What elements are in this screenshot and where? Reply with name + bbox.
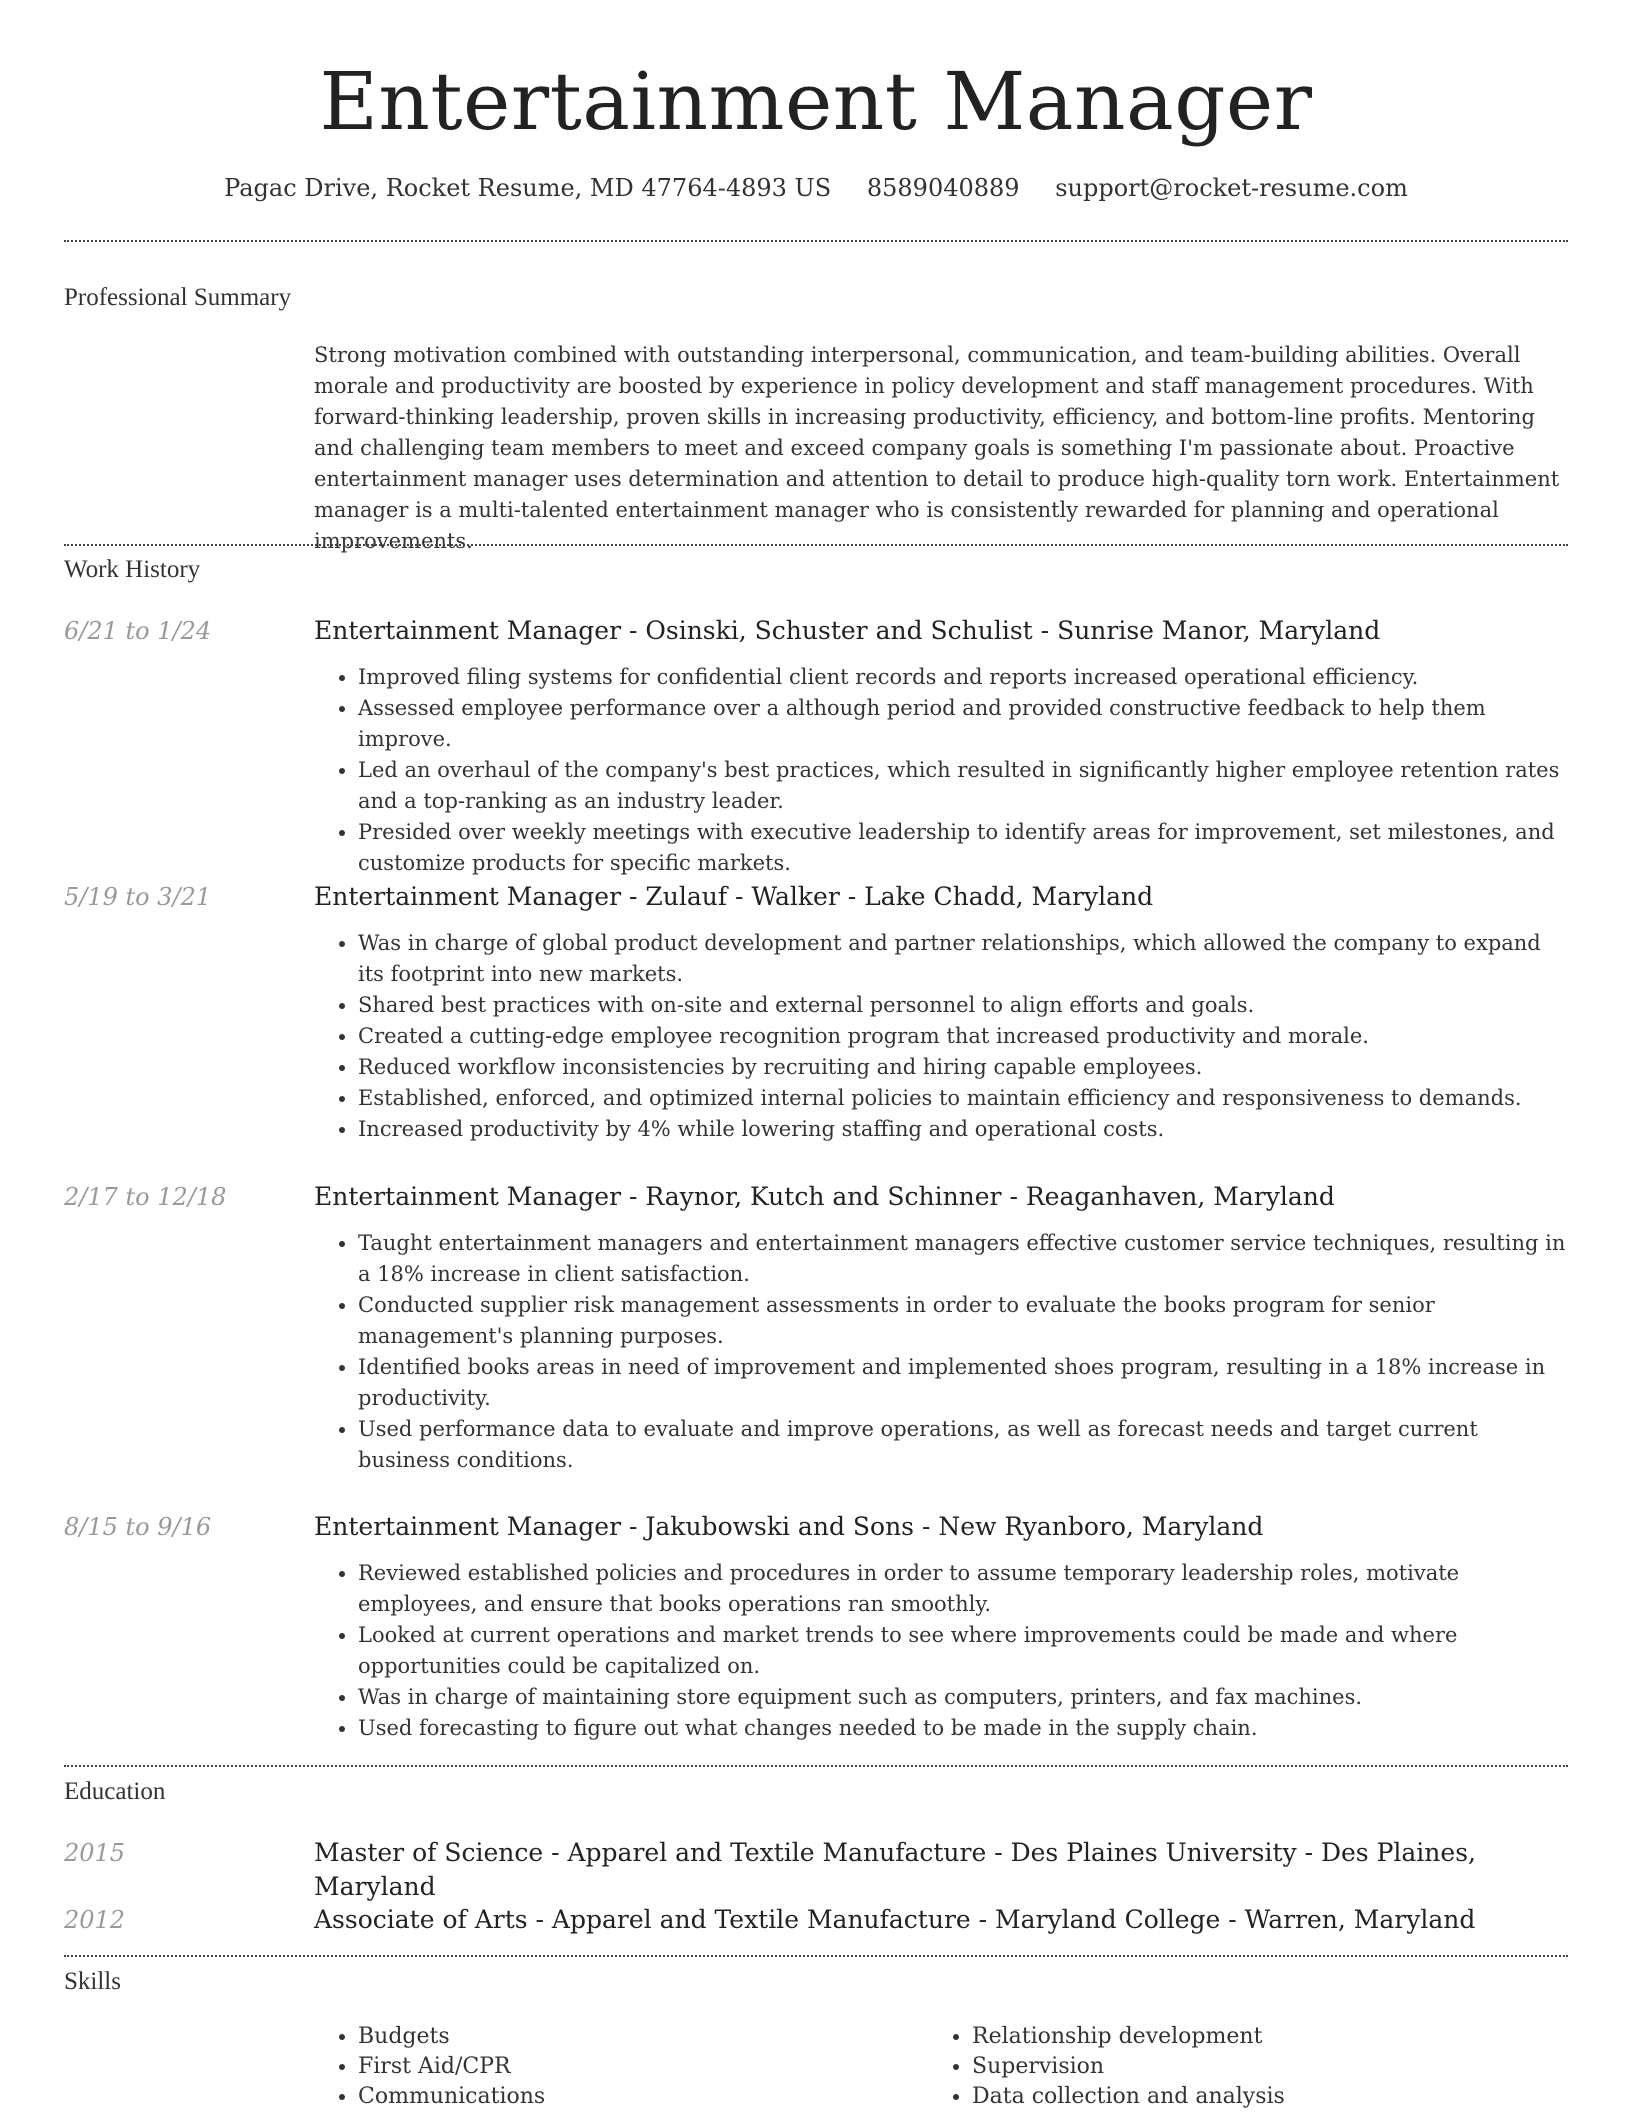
job-bullet: • Used performance data to evaluate and improve operations, as well as forecast needs and target current business conditions. <box>358 1414 1568 1476</box>
job-dates: 8/15 to 9/16 <box>64 1513 212 1541</box>
education-entry <box>64 1903 1568 1937</box>
job-title: Entertainment Manager - Raynor, Kutch and Schinner - Reaganhaven, Maryland <box>314 1182 1335 1211</box>
divider <box>64 544 1568 546</box>
job-bullet: • Established, enforced, and optimized internal policies to maintain efficiency and responsiveness to demands. <box>358 1083 1568 1114</box>
skill-item: • Budgets <box>358 2022 928 2052</box>
job-bullet: • Was in charge of maintaining store equipment such as computers, printers, and fax machines. <box>358 1682 1568 1713</box>
contact-email: support@rocket-resume.com <box>1055 174 1408 202</box>
contact-line <box>64 172 1568 204</box>
job-dates: 6/21 to 1/24 <box>64 617 212 645</box>
job-bullet: • Identified books areas in need of improvement and implemented shoes program, resulting in a 18% increase in productivity. <box>358 1352 1568 1414</box>
job-bullet: • Was in charge of global product development and partner relationships, which allowed the company to expand its footprint into new markets. <box>358 928 1568 990</box>
job-bullet: • Looked at current operations and market trends to see where improvements could be made and where opportunities could be capitalized on. <box>358 1620 1568 1682</box>
job-bullets <box>314 662 1568 879</box>
job-bullet: • Improved filing systems for confidential client records and reports increased operational efficiency. <box>358 662 1568 693</box>
education-text: Master of Science - Apparel and Textile Manufacture - Des Plaines University - Des Plaines, Maryland <box>314 1838 1476 1901</box>
job-bullet: • Shared best practices with on-site and external personnel to align efforts and goals. <box>358 990 1568 1021</box>
job-bullet: • Used forecasting to figure out what changes needed to be made in the supply chain. <box>358 1713 1568 1744</box>
work-heading: Work History <box>64 556 201 583</box>
skill-item: • Communications <box>358 2082 928 2112</box>
job-entry <box>64 1510 1568 1744</box>
skill-item: • Relationship development <box>972 2022 1542 2052</box>
education-year: 2015 <box>64 1839 126 1867</box>
job-bullet: • Led an overhaul of the company's best practices, which resulted in significantly higher employee retention rates and a top-ranking as an industry leader. <box>358 755 1568 817</box>
education-entry <box>64 1836 1568 1904</box>
job-bullet: • Reduced workflow inconsistencies by recruiting and hiring capable employees. <box>358 1052 1568 1083</box>
skills-column-left <box>314 2022 928 2112</box>
job-bullet: • Conducted supplier risk management assessments in order to evaluate the books program for senior management's planning purposes. <box>358 1290 1568 1352</box>
skill-item: • Data collection and analysis <box>972 2082 1542 2112</box>
job-dates: 2/17 to 12/18 <box>64 1183 227 1211</box>
job-title: Entertainment Manager - Osinski, Schuster and Schulist - Sunrise Manor, Maryland <box>314 616 1381 645</box>
contact-phone: 8589040889 <box>866 174 1020 202</box>
job-entry <box>64 614 1568 879</box>
skills-list <box>314 2022 1568 2112</box>
education-heading: Education <box>64 1778 166 1805</box>
job-bullet: • Increased productivity by 4% while lowering staffing and operational costs. <box>358 1114 1568 1145</box>
job-title: Entertainment Manager - Jakubowski and Sons - New Ryanboro, Maryland <box>314 1512 1264 1541</box>
job-bullet: • Assessed employee performance over a although period and provided constructive feedback to help them improve. <box>358 693 1568 755</box>
skills-column-right <box>928 2022 1542 2112</box>
divider <box>64 1765 1568 1767</box>
job-bullets <box>314 1228 1568 1476</box>
job-bullet: • Presided over weekly meetings with executive leadership to identify areas for improvement, set milestones, and customize products for specific markets. <box>358 817 1568 879</box>
education-text: Associate of Arts - Apparel and Textile Manufacture - Maryland College - Warren, Maryland <box>314 1905 1476 1934</box>
skills-heading: Skills <box>64 1968 121 1995</box>
skill-item: • First Aid/CPR <box>358 2052 928 2082</box>
job-entry <box>64 880 1568 1145</box>
education-year: 2012 <box>64 1906 126 1934</box>
skill-item: • Supervision <box>972 2052 1542 2082</box>
divider <box>64 1955 1568 1957</box>
summary-heading: Professional Summary <box>64 284 292 311</box>
job-entry <box>64 1180 1568 1476</box>
job-bullet: • Taught entertainment managers and entertainment managers effective customer service techniques, resulting in a 18% increase in client satisfaction. <box>358 1228 1568 1290</box>
job-bullet: • Created a cutting-edge employee recognition program that increased productivity and morale. <box>358 1021 1568 1052</box>
divider <box>64 240 1568 242</box>
job-title: Entertainment Manager - Zulauf - Walker - Lake Chadd, Maryland <box>314 882 1154 911</box>
job-dates: 5/19 to 3/21 <box>64 883 212 911</box>
job-bullets <box>314 1558 1568 1744</box>
job-bullet: • Reviewed established policies and procedures in order to assume temporary leadership roles, motivate employees, and ensure that books operations ran smoothly. <box>358 1558 1568 1620</box>
summary-text: Strong motivation combined with outstanding interpersonal, communication, and team-building abilities. Overall morale and productivity are boosted by experience in policy development and staff management procedures. With forward-thinking leadership, proven skills in increasing productivity, efficiency, and bottom-line profits. Mentoring and challenging team members to meet and exceed company goals is something I'm passionate about. Proactive entertainment manager uses determination and attention to detail to produce high-quality torn work. Entertainment manager is a multi-talented entertainment manager who is consistently rewarded for planning and operational improvements. <box>314 343 1560 553</box>
job-bullets <box>314 928 1568 1145</box>
resume-name: Entertainment Manager <box>319 55 1313 148</box>
contact-address: Pagac Drive, Rocket Resume, MD 47764-4893 US <box>224 174 832 202</box>
